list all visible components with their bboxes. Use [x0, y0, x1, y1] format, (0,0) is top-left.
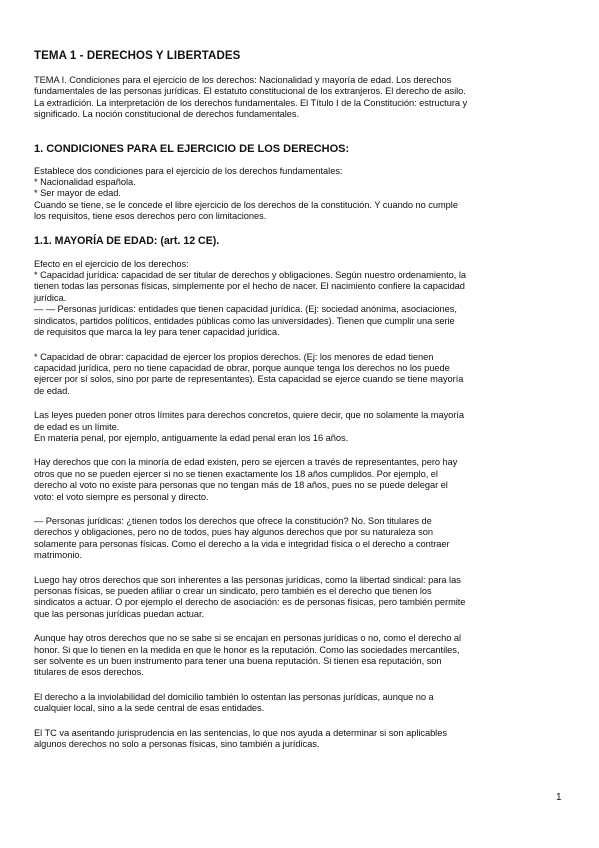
section-1-1-heading: 1.1. MAYORÍA DE EDAD: (art. 12 CE). [34, 234, 220, 247]
paragraph-minoria-edad: Hay derechos que con la minoría de edad existen, pero se ejercen a través de representantes, pero hay otros que no se pueden ejercer si no se tienen exactamente los 18 años cumplidos. Por ejemplo, el derecho al voto no existe para personas que no tengan más de 18 años, pues no se puede delegar el voto: el voto siempre es personal y directo. [34, 457, 458, 502]
section-1-heading: 1. CONDICIONES PARA EL EJERCICIO DE LOS DERECHOS: [34, 142, 350, 155]
document-page [34, 50, 574, 750]
paragraph-inviolabilidad-domicilio: El derecho a la inviolabilidad del domicilio también lo ostentan las personas jurídicas, aunque no a cualquier local, sino a la sede central de esas entidades. [34, 691, 434, 714]
paragraph-capacidad-obrar: * Capacidad de obrar: capacidad de ejercer los propios derechos. (Ej: los menores de edad tienen capacidad jurídica, pero no tiene capacidad de obrar, porque aunque tenga los derechos no los puede ejercer por sí solos, sino por parte de representantes). Esta capacidad se ejerce cuando se tiene mayoría de edad. [34, 351, 464, 396]
document-title: TEMA 1 - DERECHOS Y LIBERTADES [34, 50, 241, 62]
paragraph-leyes-limites: Las leyes pueden poner otros límites para derechos concretos, quiere decir, que no solamente la mayoría de edad es un límite. En materia penal, por ejemplo, antiguamente la edad penal eran los 16 años. [34, 410, 464, 443]
paragraph-capacidad-juridica: Efecto en el ejercicio de los derechos: * Capacidad jurídica: capacidad de ser titular de derechos y obligaciones. Según nuestro ordenamiento, la tienen todas las personas físicas, simplemente por el hecho de nacer. El nacimiento confiere la capacidad jurídica. — — Personas jurídicas: entidades que tienen capacidad jurídica. (Ej: sociedad anónima, asociaciones, sindicatos, partidos políticos, entidades públicas como las universidades). Tienen que cumplir una serie de requisitos que marca la ley para tener capacidad jurídica. [34, 258, 466, 338]
intro-paragraph: TEMA I. Condiciones para el ejercicio de los derechos: Nacionalidad y mayoría de edad. Los derechos fundamentales de las personas jurídicas. El estatuto constitucional de los extranjeros. El derecho de asilo. La extradición. La interpretación de los derechos fundamentales. El Título I de la Constitución: estructura y significado. La noción constitucional de derechos fundamentales. [34, 75, 468, 120]
paragraph-derecho-honor: Aunque hay otros derechos que no se sabe si se encajan en personas jurídicas o no, como el derecho al honor. Si que lo tienen en la medida en que le honor es la reputación. Como las sociedades mercantiles, ser solvente es un buen instrumento para tener una buena reputación. Si tienen esa reputación, son titulares de esos derechos. [34, 633, 462, 678]
paragraph-derechos-inherentes: Luego hay otros derechos que son inherentes a las personas jurídicas, como la libertad sindical: para las personas físicas, se pueden afiliar o crear un sindicato, pero también es el derecho que tienen los sindicatos a actuar. O por ejemplo el derecho de asociación: es de personas físicas, pero también permite que las personas jurídicas puedan actuar. [34, 574, 466, 619]
paragraph-tc-jurisprudencia: El TC va asentando jurisprudencia en las sentencias, lo que nos ayuda a determinar si son aplicables algunos derechos no solo a personas físicas, sino también a jurídicas. [34, 727, 447, 750]
paragraph-personas-juridicas: — Personas jurídicas: ¿tienen todos los derechos que ofrece la constitución? No. Son titulares de derechos y obligaciones, pero no de todos, pues hay algunos derechos que por su naturaleza son solamente para personas físicas. Como el derecho a la vida e integridad física o el derecho a contraer matrimonio. [34, 515, 450, 561]
section-1-body: Establece dos condiciones para el ejercicio de los derechos fundamentales: * Nacionalidad española. * Ser mayor de edad. Cuando se tiene, se le concede el libre ejercicio de los derechos de la constitución. Y cuando no cumple los requisitos, tiene esos derechos pero con limitaciones. [34, 165, 458, 222]
page-number: 1 [556, 792, 562, 803]
